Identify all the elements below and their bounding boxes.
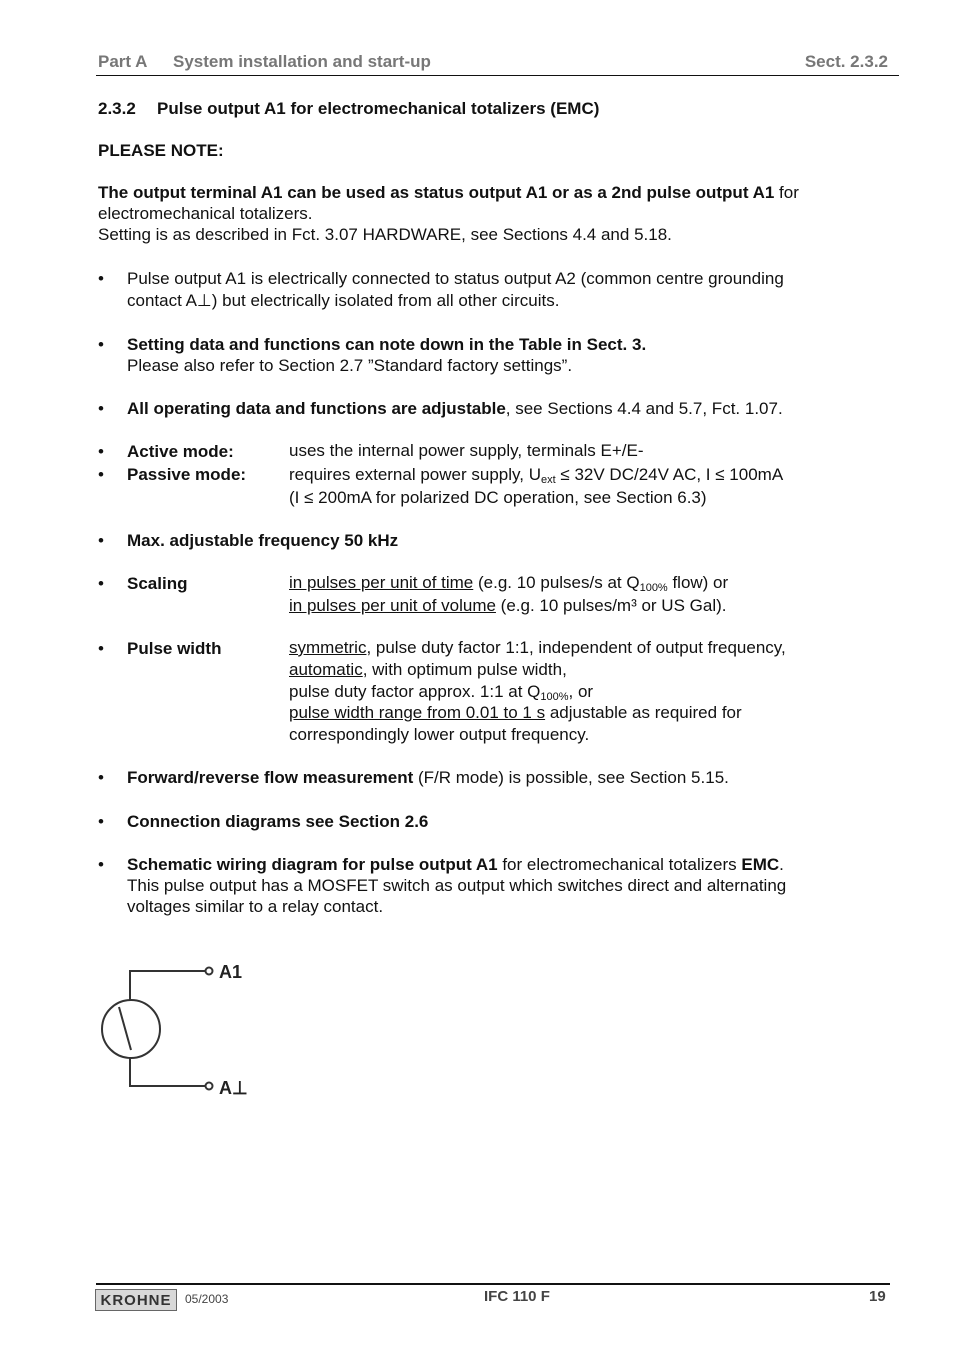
active-mode-text: uses the internal power supply, terminals E+/E-: [289, 441, 644, 460]
header-part: Part A: [98, 52, 148, 71]
passive-post: ≤ 32V DC/24V AC, I ≤ 100mA: [555, 465, 784, 484]
scaling-line-1: [289, 572, 728, 593]
terminal-label-aground: A⊥: [219, 1078, 248, 1098]
header-section: Sect. 2.3.2: [804, 52, 888, 71]
header-rule: [96, 75, 899, 76]
pw-r2: , with optimum pulse width,: [362, 660, 567, 679]
pulse-width-label: Pulse width: [127, 639, 222, 658]
krohne-logo: KROHNE: [95, 1289, 177, 1311]
scaling-r1a: (e.g. 10 pulses/s at Q: [473, 573, 640, 592]
sch-end: .: [779, 855, 784, 874]
bullet-dot: •: [98, 531, 104, 550]
wire-bottom: [130, 1058, 206, 1086]
sch-mid: for electromechanical totalizers: [497, 855, 742, 874]
bullet-dot: •: [98, 465, 104, 484]
bullet1-line-1: Pulse output A1 is electrically connected to status output A2 (common centre grounding: [127, 269, 784, 288]
bullet3-rest: , see Sections 4.4 and 5.7, Fct. 1.07.: [505, 399, 783, 418]
bullet1-line-2: contact A⊥) but electrically isolated from all other circuits.: [127, 291, 560, 310]
passive-mode-text: [289, 464, 783, 485]
pw-range: pulse width range from 0.01 to 1 s: [289, 703, 546, 722]
section-number: 2.3.2: [98, 99, 136, 118]
bullet2-line-1: Setting data and functions can note down in the Table in Sect. 3.: [127, 335, 647, 354]
pulse-width-line-3: [289, 681, 593, 702]
bullet-dot: •: [98, 574, 104, 593]
active-mode-label: Active mode:: [127, 442, 234, 461]
bullet-dot: •: [98, 812, 104, 831]
terminal-top-dot: [206, 968, 213, 975]
intro-line-1: [98, 182, 799, 203]
bullet-dot: •: [98, 335, 104, 354]
passive-mode-label: Passive mode:: [127, 465, 247, 484]
pulse-width-line-1: [289, 637, 786, 658]
bullet-dot: •: [98, 442, 104, 461]
schematic-line-1: [127, 854, 784, 875]
pw-automatic: automatic: [289, 660, 363, 679]
intro-bold: The output terminal A1 can be used as status output A1 or as a 2nd pulse output A1: [98, 183, 775, 202]
schematic-line-2: This pulse output has a MOSFET switch as output which switches direct and alternating: [127, 876, 787, 895]
pulse-width-line-2: [289, 659, 567, 680]
passive-sub: ext: [540, 474, 556, 486]
sch-emc: EMC: [741, 855, 780, 874]
section-title: Pulse output A1 for electromechanical totalizers (EMC): [157, 99, 600, 118]
scaling-sub: 100%: [639, 582, 668, 594]
pw-symmetric: symmetric: [289, 638, 367, 657]
scaling-line-2: [289, 595, 726, 616]
intro-line-2: electromechanical totalizers.: [98, 204, 313, 223]
scaling-r1b: flow) or: [667, 573, 729, 592]
passive-mode-line-2: (I ≤ 200mA for polarized DC operation, see Section 6.3): [289, 488, 707, 507]
scaling-r2: (e.g. 10 pulses/m³ or US Gal).: [495, 596, 727, 615]
scaling-volume: in pulses per unit of volume: [289, 596, 496, 615]
pw-l3sub: 100%: [540, 691, 569, 703]
footer-product: IFC 110 F: [484, 1288, 550, 1305]
connection-diagrams: Connection diagrams see Section 2.6: [127, 812, 429, 831]
pw-r1: , pulse duty factor 1:1, independent of output frequency,: [366, 638, 786, 657]
footer-date: 05/2003: [185, 1292, 229, 1306]
terminal-label-a1: A1: [219, 962, 243, 982]
bullet-dot: •: [98, 768, 104, 787]
bullet-dot: •: [98, 855, 104, 874]
forward-reverse: [127, 767, 729, 788]
scaling-time: in pulses per unit of time: [289, 573, 474, 592]
footer-rule: [96, 1283, 890, 1285]
header-title: System installation and start-up: [173, 52, 431, 71]
scaling-label: Scaling: [127, 574, 188, 593]
switch-contact: [119, 1007, 131, 1050]
bullet3-bold: All operating data and functions are adjustable: [127, 399, 506, 418]
pulse-width-line-5: correspondingly lower output frequency.: [289, 725, 590, 744]
fr-rest: (F/R mode) is possible, see Section 5.15.: [413, 768, 729, 787]
pw-l3b: , or: [568, 682, 594, 701]
please-note: PLEASE NOTE:: [98, 141, 224, 160]
bullet-dot: •: [98, 269, 104, 288]
bullet-dot: •: [98, 639, 104, 658]
intro-line-3: Setting is as described in Fct. 3.07 HARDWARE, see Sections 4.4 and 5.18.: [98, 225, 672, 244]
passive-pre: requires external power supply, U: [289, 465, 541, 484]
pulse-width-line-4: [289, 702, 742, 723]
pw-l3a: pulse duty factor approx. 1:1 at Q: [289, 682, 541, 701]
terminal-bottom-dot: [206, 1083, 213, 1090]
wiring-diagram: [95, 955, 265, 1105]
fr-bold: Forward/reverse flow measurement: [127, 768, 414, 787]
wire-top: [130, 971, 206, 1000]
intro-rest: for: [774, 183, 799, 202]
sch-bold: Schematic wiring diagram for pulse output A1: [127, 855, 498, 874]
pw-r4: adjustable as required for: [545, 703, 742, 722]
max-frequency: Max. adjustable frequency 50 kHz: [127, 531, 399, 550]
schematic-line-3: voltages similar to a relay contact.: [127, 897, 384, 916]
bullet2-line-2: Please also refer to Section 2.7 ”Standard factory settings”.: [127, 356, 573, 375]
page-number: 19: [869, 1288, 886, 1305]
bullet3-line: [127, 398, 783, 419]
bullet-dot: •: [98, 399, 104, 418]
